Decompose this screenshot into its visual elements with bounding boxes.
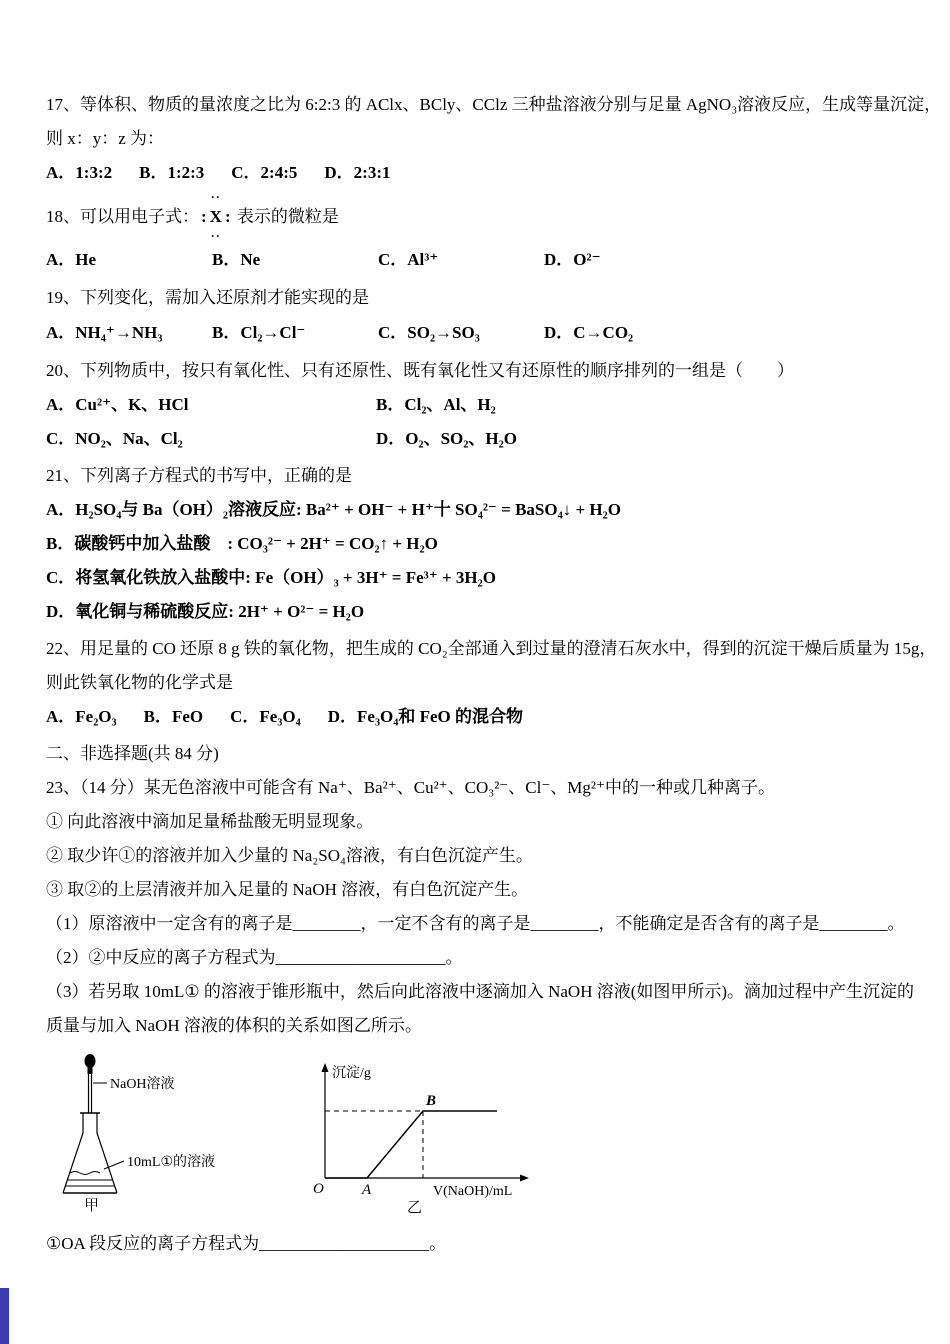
- dropper-neck: [88, 1066, 93, 1074]
- edot-symbol: X: [209, 207, 222, 226]
- x-axis-arrow: [520, 1175, 529, 1182]
- q23-stem: 23、（14 分）某无色溶液中可能含有 Na⁺、Ba²⁺、Cu²⁺、CO₃²⁻、Cl⁻、Mg²⁺中的一种或几种离子。: [46, 778, 775, 797]
- q20-stem: 20、下列物质中，按只有氧化性、只有还原性、既有氧化性又有还原性的顺序排列的一组是（ ）: [46, 361, 794, 380]
- solution-label: 10mL①的溶液: [127, 1155, 215, 1170]
- q17-stem-line2: 则 x：y：z 为：: [46, 129, 165, 148]
- question-19: [46, 281, 908, 351]
- edot-left-dots: :: [201, 207, 207, 226]
- q18-option-a: A．He: [46, 250, 97, 269]
- q21-stem: 21、下列离子方程式的书写中，正确的是: [46, 466, 352, 485]
- section2-heading: 二、非选择题(共 84 分): [46, 744, 219, 763]
- dropper-bulb: [85, 1054, 96, 1068]
- q17-option-b: B．1:2:3: [139, 163, 205, 182]
- edot-top-dots: ··: [210, 190, 221, 204]
- flask-body-right: [97, 1133, 117, 1193]
- edot-right-dots: :: [224, 207, 231, 226]
- q23-sub1-blanks: （1）原溶液中一定含有的离子是________，一定不含有的离子是________，不能确定是否含有的离子是________。: [46, 914, 905, 933]
- q18-option-c: C．Al³⁺: [378, 250, 439, 269]
- q21-option-b: B．碳酸钙中加入盐酸 : CO₃²⁻ + 2H⁺ = CO₂↑ + H₂O: [46, 534, 438, 553]
- graph-caption: 乙: [407, 1200, 423, 1213]
- q23-sub2-blank: （2）②中反应的离子方程式为____________________。: [46, 948, 463, 967]
- q17-option-a: A．1:3:2: [46, 163, 113, 182]
- graph-xlabel: V(NaOH)/mL: [433, 1184, 513, 1199]
- exam-page: [46, 88, 942, 1264]
- question-17: [46, 88, 942, 190]
- q20-options-row1: [46, 388, 908, 422]
- q21-option-d: D．氧化铜与稀硫酸反应: 2H⁺ + O²⁻ = H₂O: [46, 602, 365, 621]
- q23-sub3-line1: （3）若另取 10mL① 的溶液于锥形瓶中，然后向此溶液中逐滴加入 NaOH 溶液(如图甲所示)。滴加过程中产生沉淀的: [46, 982, 915, 1001]
- q17-option-d: D．2:3:1: [324, 163, 391, 182]
- q22-option-d: D．Fe₃O₄和 FeO 的混合物: [327, 707, 524, 726]
- q23-final-blank: ①OA 段反应的离子方程式为____________________。: [46, 1234, 447, 1253]
- flask-figure: [52, 1053, 267, 1213]
- q17-options: [46, 156, 908, 190]
- q18-stem-pre: 18、可以用电子式：: [46, 207, 199, 226]
- q22-option-a: A．Fe₂O₃: [46, 707, 117, 726]
- q20-option-c: C．NO₂、Na、Cl₂: [46, 429, 183, 448]
- question-21: [46, 459, 908, 629]
- q18-options: [46, 242, 908, 278]
- q18-stem: [46, 190, 908, 243]
- y-axis-arrow: [322, 1063, 329, 1072]
- q20-option-a: A．Cu²⁺、K、HCl: [46, 395, 189, 414]
- q17-option-c: C．2:4:5: [231, 163, 298, 182]
- q17-stem-line1: 17、等体积、物质的量浓度之比为 6:2:3 的 AClx、BCly、CClz 三种盐溶液分别与足量 AgNO₃溶液反应，生成等量沉淀，: [46, 95, 942, 114]
- q19-option-d: D．C→CO₂: [544, 323, 634, 342]
- q22-option-c: C．Fe₃O₄: [230, 707, 301, 726]
- q18-option-d: D．O²⁻: [544, 250, 601, 269]
- q22-options: [46, 700, 908, 734]
- question-22: [46, 632, 937, 734]
- dropper-label: NaOH溶液: [110, 1077, 175, 1092]
- q19-stem: 19、下列变化，需加入还原剂才能实现的是: [46, 288, 369, 307]
- question-18: [46, 190, 908, 278]
- q20-option-d: D．O₂、SO₂、H₂O: [376, 429, 517, 448]
- flask-body-left: [63, 1133, 83, 1193]
- q19-option-b: B．Cl₂→Cl⁻: [212, 323, 306, 342]
- q18-option-b: B．Ne: [212, 250, 261, 269]
- q22-stem-line1: 22、用足量的 CO 还原 8 g 铁的氧化物，把生成的 CO₂全部通入到过量的澄清石灰水中，得到的沉淀干燥后质量为 15g，: [46, 639, 937, 658]
- edot-bottom-dots: ··: [210, 229, 221, 243]
- scan-artifact-blue-mark: [0, 1288, 9, 1344]
- question-20: [46, 354, 908, 456]
- graph-ylabel: 沉淀/g: [332, 1066, 371, 1081]
- liquid-surface: [70, 1172, 100, 1175]
- flask-caption: 甲: [84, 1198, 100, 1213]
- q21-option-c: C．将氢氧化铁放入盐酸中: Fe（OH）₃ + 3H⁺ = Fe³⁺ + 3H₂O: [46, 568, 496, 587]
- graph-figure: [285, 1053, 575, 1213]
- q22-option-b: B．FeO: [143, 707, 204, 726]
- graph-origin: O: [313, 1181, 324, 1197]
- q19-option-c: C．SO₂→SO₃: [378, 323, 480, 342]
- q23-sub3-line2: 质量与加入 NaOH 溶液的体积的关系如图乙所示。: [46, 1016, 422, 1035]
- q18-stem-post: 表示的微粒是: [232, 207, 339, 226]
- precipitate-curve: [325, 1111, 497, 1178]
- figure-area: [52, 1053, 908, 1213]
- q19-options: [46, 315, 908, 351]
- graph-point-b: B: [426, 1093, 437, 1109]
- q20-options-row2: [46, 422, 908, 456]
- q23-step-1: ① 向此溶液中滴加足量稀盐酸无明显现象。: [46, 812, 374, 831]
- graph-point-a: A: [362, 1182, 372, 1198]
- electron-dot-formula: [199, 190, 233, 243]
- q23-step-3: ③ 取②的上层清液并加入足量的 NaOH 溶液，有白色沉淀产生。: [46, 880, 529, 899]
- q19-option-a: A．NH₄⁺→NH₃: [46, 323, 163, 342]
- q23-step-2: ② 取少许①的溶液并加入少量的 Na₂SO₄溶液，有白色沉淀产生。: [46, 846, 533, 865]
- q22-stem-line2: 则此铁氧化物的化学式是: [46, 673, 233, 692]
- q21-option-a: A．H₂SO₄与 Ba（OH）₂溶液反应: Ba²⁺ + OH⁻ + H⁺十 SO₄²⁻ = BaSO₄↓ + H₂O: [46, 500, 621, 519]
- question-23: [46, 771, 915, 1261]
- q20-option-b: B．Cl₂、Al、H₂: [376, 395, 496, 414]
